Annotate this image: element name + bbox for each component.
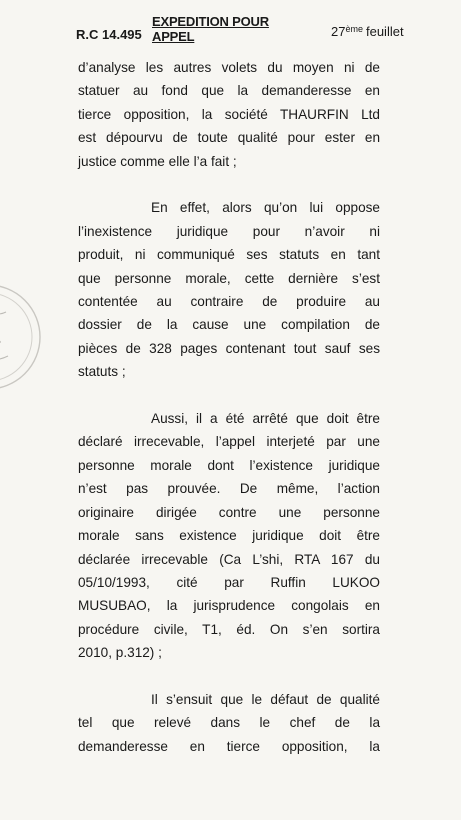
text-line: Aussi, il a été arrêté que doit être [151, 411, 380, 427]
text-line: déclaré irrecevable, l’appel interjeté par une [78, 434, 380, 450]
document-title: EXPEDITION POUR APPEL [152, 14, 269, 44]
sheet-number-value: 27 [331, 24, 346, 39]
text-line: contentée au contraire de produire au [78, 294, 380, 310]
text-line: l’inexistence juridique pour n’avoir ni [78, 223, 380, 239]
paragraph [78, 196, 380, 383]
text-line: morale sans existence juridique doit être [78, 528, 380, 544]
text-line: originaire dirigée contre une personne [78, 504, 380, 520]
text-line: produit, ni communiqué ses statuts en tant [78, 247, 380, 263]
sheet-number [331, 24, 404, 39]
text-line: En effet, alors qu’on lui oppose [151, 200, 380, 216]
text-line: d’analyse les autres volets du moyen ni de [78, 60, 380, 75]
sheet-number-suffix: ème [345, 24, 363, 34]
sheet-label: feuillet [365, 24, 404, 39]
text-line: MUSUBAO, la jurisprudence congolais en [78, 598, 380, 614]
text-line: déclarée irrecevable (Ca L’shi, RTA 167 du [78, 551, 380, 567]
text-line: procédure civile, T1, éd. On s’en sortira [78, 621, 380, 637]
paragraph [78, 56, 380, 173]
paragraph [78, 407, 380, 664]
text-line: est dépourvu de toute qualité pour ester en [78, 130, 380, 146]
text-line: que personne morale, cette dernière s’est [78, 270, 380, 286]
text-line: statuer au fond que la demanderesse en [78, 83, 380, 99]
paragraph [78, 688, 380, 758]
text-line: 05/10/1993, cité par Ruffin LUKOO [78, 574, 380, 590]
text-line: dossier de la cause une compilation de [78, 317, 380, 333]
text-line: demanderesse en tierce opposition, la [78, 738, 380, 754]
text-line: Il s’ensuit que le défaut de qualité [151, 691, 380, 707]
text-line: statuts ; [78, 364, 126, 380]
text-line: n’est pas prouvée. De même, l’action [78, 481, 380, 497]
stamp-seal-icon [0, 282, 52, 392]
text-line: 2010, p.312) ; [78, 645, 162, 661]
case-number: R.C 14.495 [76, 27, 142, 42]
text-line: tierce opposition, la société THAURFIN Ltd [78, 106, 380, 122]
text-line: justice comme elle l’a fait ; [78, 153, 237, 169]
text-line: personne morale dont l’existence juridique [78, 457, 380, 473]
text-line: pièces de 328 pages contenant tout sauf ses [78, 340, 380, 356]
body-text [78, 56, 380, 758]
text-line: tel que relevé dans le chef de la [78, 715, 380, 731]
